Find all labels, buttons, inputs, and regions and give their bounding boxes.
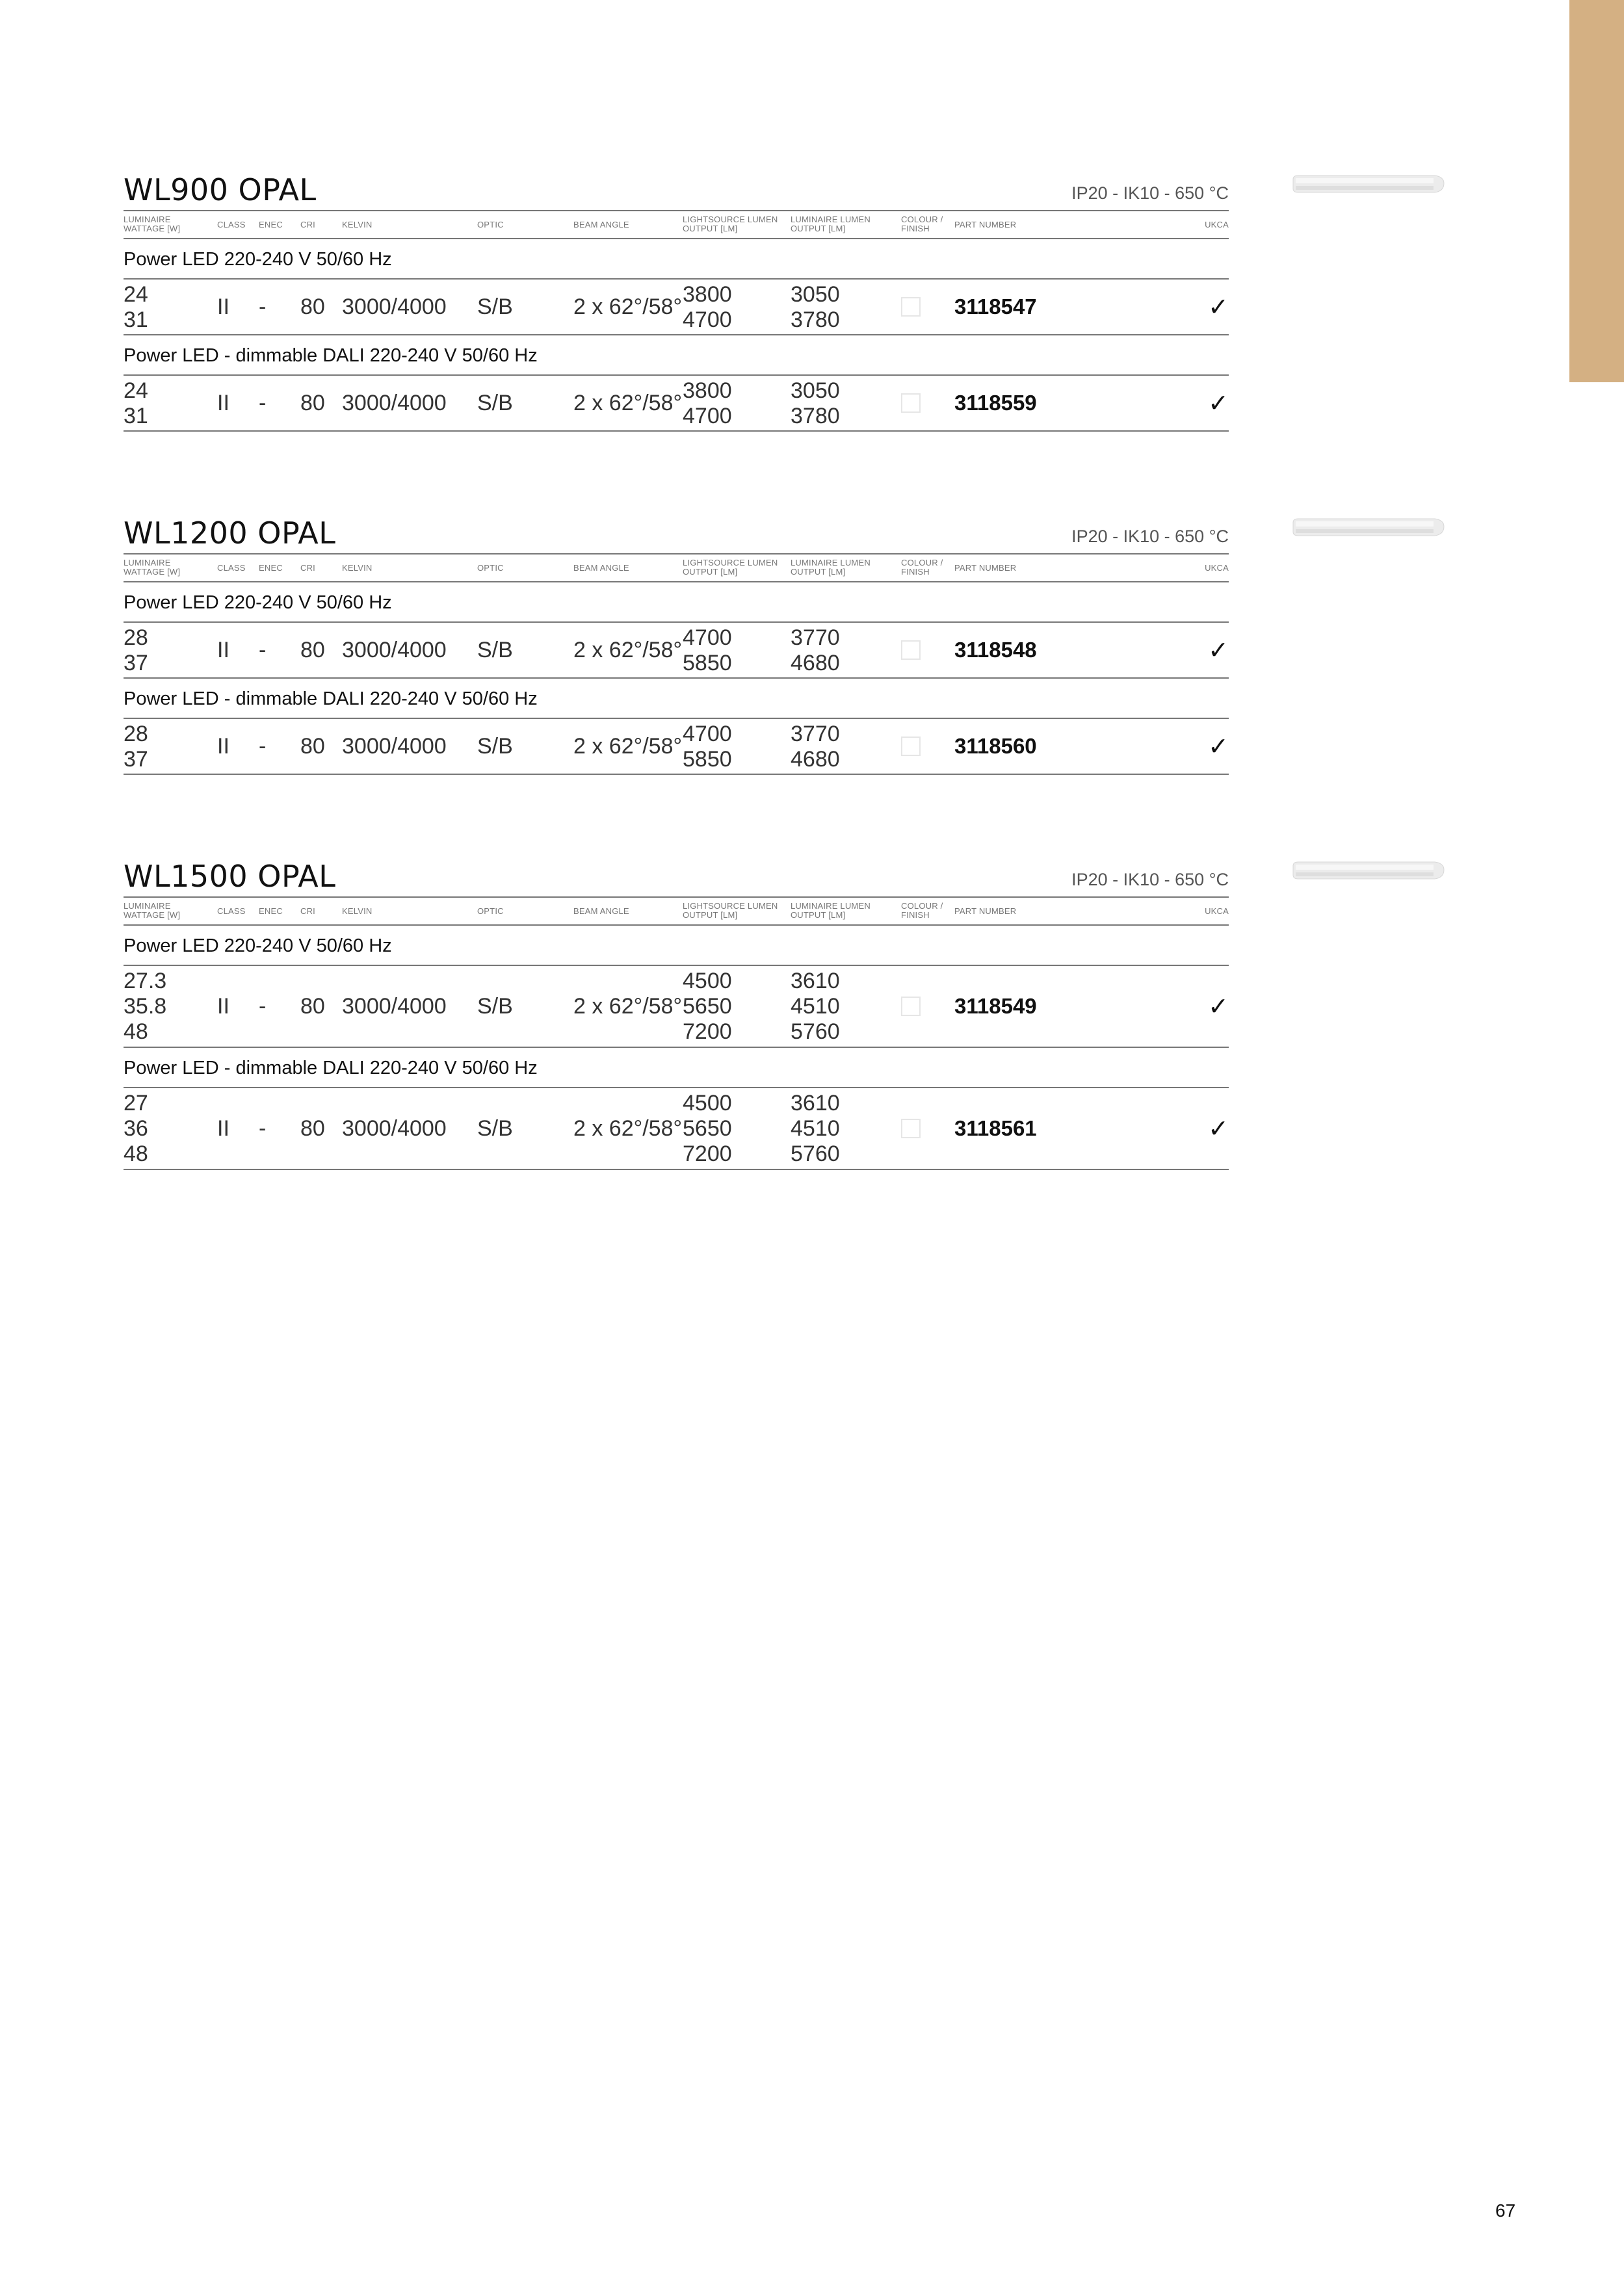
colour-swatch bbox=[901, 966, 921, 1047]
colour-swatch bbox=[901, 623, 921, 677]
header-ukca: UKCA bbox=[1205, 563, 1229, 573]
enec-value: - bbox=[259, 294, 267, 319]
enec-value: - bbox=[259, 1115, 267, 1141]
part-number: 3118561 bbox=[954, 1116, 1037, 1140]
header-wattage: LUMINAIRE WATTAGE [W] bbox=[124, 215, 181, 233]
class-value: II bbox=[217, 733, 229, 759]
wattage-values: 28 37 bbox=[124, 722, 148, 772]
header-kelvin: KELVIN bbox=[342, 220, 373, 229]
header-luminaire-lumen: LUMINAIRE LUMEN OUTPUT [LM] bbox=[791, 901, 871, 920]
cri-value: 80 bbox=[300, 993, 325, 1019]
beam-angle-value: 2 x 62°/58° bbox=[573, 390, 683, 415]
ukca-check-icon: ✓ bbox=[1208, 636, 1229, 664]
table-row bbox=[124, 280, 1229, 335]
header-colour-finish: COLOUR / FINISH bbox=[901, 215, 943, 233]
beam-angle-value: 2 x 62°/58° bbox=[573, 1115, 683, 1141]
colour-swatch bbox=[901, 1088, 921, 1169]
kelvin-value: 3000/4000 bbox=[342, 993, 447, 1019]
table-row bbox=[124, 966, 1229, 1048]
section-title: WL1500 OPAL bbox=[124, 859, 336, 894]
beam-angle-value: 2 x 62°/58° bbox=[573, 294, 683, 319]
luminaire-lumen-values: 3050 3780 bbox=[791, 282, 840, 332]
header-ukca: UKCA bbox=[1205, 906, 1229, 916]
header-beam-angle: BEAM ANGLE bbox=[573, 563, 629, 573]
table-row bbox=[124, 1088, 1229, 1170]
lightsource-lumen-values: 4700 5850 bbox=[683, 625, 732, 675]
luminaire-image bbox=[1290, 858, 1447, 884]
beam-angle-value: 2 x 62°/58° bbox=[573, 993, 683, 1019]
cri-value: 80 bbox=[300, 390, 325, 415]
ukca-check-icon: ✓ bbox=[1208, 389, 1229, 417]
header-kelvin: KELVIN bbox=[342, 563, 373, 573]
optic-value: S/B bbox=[477, 390, 513, 415]
cri-value: 80 bbox=[300, 294, 325, 319]
optic-value: S/B bbox=[477, 637, 513, 662]
lightsource-lumen-values: 3800 4700 bbox=[683, 282, 732, 332]
cri-value: 80 bbox=[300, 1115, 325, 1141]
group-title: Power LED - dimmable DALI 220-240 V 50/60 Hz bbox=[124, 335, 1229, 376]
wattage-values: 24 31 bbox=[124, 378, 148, 428]
group-title: Power LED - dimmable DALI 220-240 V 50/60 Hz bbox=[124, 679, 1229, 719]
ip-rating: IP20 - IK10 - 650 °C bbox=[1071, 527, 1229, 546]
beam-angle-value: 2 x 62°/58° bbox=[573, 637, 683, 662]
wattage-values: 24 31 bbox=[124, 282, 148, 332]
ip-rating: IP20 - IK10 - 650 °C bbox=[1071, 870, 1229, 889]
class-value: II bbox=[217, 294, 229, 319]
header-colour-finish: COLOUR / FINISH bbox=[901, 901, 943, 920]
part-number: 3118547 bbox=[954, 294, 1037, 319]
header-class: CLASS bbox=[217, 563, 246, 573]
kelvin-value: 3000/4000 bbox=[342, 390, 447, 415]
product-section-wl1500 bbox=[124, 852, 1229, 1170]
lightsource-lumen-values: 4500 5650 7200 bbox=[683, 1091, 732, 1166]
header-ukca: UKCA bbox=[1205, 220, 1229, 229]
kelvin-value: 3000/4000 bbox=[342, 637, 447, 662]
colour-swatch bbox=[901, 719, 921, 774]
cri-value: 80 bbox=[300, 637, 325, 662]
kelvin-value: 3000/4000 bbox=[342, 1115, 447, 1141]
header-lightsource-lumen: LIGHTSOURCE LUMEN OUTPUT [LM] bbox=[683, 558, 778, 577]
section-title: WL1200 OPAL bbox=[124, 515, 336, 551]
product-section-wl1200 bbox=[124, 509, 1229, 775]
table-header bbox=[124, 896, 1229, 926]
cri-value: 80 bbox=[300, 733, 325, 759]
table-row bbox=[124, 623, 1229, 679]
section-color-tab bbox=[1569, 0, 1624, 382]
group-title: Power LED 220-240 V 50/60 Hz bbox=[124, 239, 1229, 280]
colour-swatch bbox=[901, 376, 921, 430]
table-header bbox=[124, 210, 1229, 239]
header-enec: ENEC bbox=[259, 220, 283, 229]
header-lightsource-lumen: LIGHTSOURCE LUMEN OUTPUT [LM] bbox=[683, 901, 778, 920]
part-number: 3118560 bbox=[954, 734, 1037, 758]
header-luminaire-lumen: LUMINAIRE LUMEN OUTPUT [LM] bbox=[791, 558, 871, 577]
luminaire-lumen-values: 3610 4510 5760 bbox=[791, 1091, 840, 1166]
ukca-check-icon: ✓ bbox=[1208, 733, 1229, 761]
luminaire-image bbox=[1290, 172, 1447, 198]
product-section-wl900 bbox=[124, 166, 1229, 432]
header-optic: OPTIC bbox=[477, 563, 504, 573]
class-value: II bbox=[217, 637, 229, 662]
ip-rating: IP20 - IK10 - 650 °C bbox=[1071, 183, 1229, 203]
section-title: WL900 OPAL bbox=[124, 172, 317, 207]
kelvin-value: 3000/4000 bbox=[342, 733, 447, 759]
enec-value: - bbox=[259, 733, 267, 759]
header-enec: ENEC bbox=[259, 906, 283, 916]
part-number: 3118549 bbox=[954, 994, 1037, 1018]
lightsource-lumen-values: 4700 5850 bbox=[683, 722, 732, 772]
kelvin-value: 3000/4000 bbox=[342, 294, 447, 319]
luminaire-lumen-values: 3050 3780 bbox=[791, 378, 840, 428]
beam-angle-value: 2 x 62°/58° bbox=[573, 733, 683, 759]
wattage-values: 28 37 bbox=[124, 625, 148, 675]
luminaire-lumen-values: 3770 4680 bbox=[791, 625, 840, 675]
group-title: Power LED 220-240 V 50/60 Hz bbox=[124, 926, 1229, 966]
enec-value: - bbox=[259, 993, 267, 1019]
group-title: Power LED 220-240 V 50/60 Hz bbox=[124, 582, 1229, 623]
luminaire-lumen-values: 3770 4680 bbox=[791, 722, 840, 772]
table-row bbox=[124, 376, 1229, 432]
header-optic: OPTIC bbox=[477, 906, 504, 916]
enec-value: - bbox=[259, 637, 267, 662]
header-class: CLASS bbox=[217, 220, 246, 229]
header-cri: CRI bbox=[300, 563, 315, 573]
header-enec: ENEC bbox=[259, 563, 283, 573]
wattage-values: 27 36 48 bbox=[124, 1091, 148, 1166]
table-header bbox=[124, 553, 1229, 582]
part-number: 3118559 bbox=[954, 391, 1037, 415]
lightsource-lumen-values: 3800 4700 bbox=[683, 378, 732, 428]
optic-value: S/B bbox=[477, 1115, 513, 1141]
ukca-check-icon: ✓ bbox=[1208, 293, 1229, 321]
page-number: 67 bbox=[1495, 2200, 1516, 2221]
header-part-number: PART NUMBER bbox=[954, 563, 1017, 573]
header-wattage: LUMINAIRE WATTAGE [W] bbox=[124, 558, 181, 577]
ukca-check-icon: ✓ bbox=[1208, 1115, 1229, 1143]
header-class: CLASS bbox=[217, 906, 246, 916]
header-wattage: LUMINAIRE WATTAGE [W] bbox=[124, 901, 181, 920]
header-beam-angle: BEAM ANGLE bbox=[573, 906, 629, 916]
class-value: II bbox=[217, 993, 229, 1019]
part-number: 3118548 bbox=[954, 638, 1037, 662]
header-kelvin: KELVIN bbox=[342, 906, 373, 916]
header-lightsource-lumen: LIGHTSOURCE LUMEN OUTPUT [LM] bbox=[683, 215, 778, 233]
wattage-values: 27.3 35.8 48 bbox=[124, 969, 167, 1044]
optic-value: S/B bbox=[477, 733, 513, 759]
header-part-number: PART NUMBER bbox=[954, 906, 1017, 916]
group-title: Power LED - dimmable DALI 220-240 V 50/60 Hz bbox=[124, 1048, 1229, 1088]
table-row bbox=[124, 719, 1229, 775]
enec-value: - bbox=[259, 390, 267, 415]
header-part-number: PART NUMBER bbox=[954, 220, 1017, 229]
header-colour-finish: COLOUR / FINISH bbox=[901, 558, 943, 577]
header-luminaire-lumen: LUMINAIRE LUMEN OUTPUT [LM] bbox=[791, 215, 871, 233]
optic-value: S/B bbox=[477, 294, 513, 319]
class-value: II bbox=[217, 1115, 229, 1141]
optic-value: S/B bbox=[477, 993, 513, 1019]
class-value: II bbox=[217, 390, 229, 415]
header-cri: CRI bbox=[300, 220, 315, 229]
header-cri: CRI bbox=[300, 906, 315, 916]
luminaire-lumen-values: 3610 4510 5760 bbox=[791, 969, 840, 1044]
luminaire-image bbox=[1290, 515, 1447, 541]
lightsource-lumen-values: 4500 5650 7200 bbox=[683, 969, 732, 1044]
colour-swatch bbox=[901, 280, 921, 334]
header-optic: OPTIC bbox=[477, 220, 504, 229]
ukca-check-icon: ✓ bbox=[1208, 993, 1229, 1021]
header-beam-angle: BEAM ANGLE bbox=[573, 220, 629, 229]
